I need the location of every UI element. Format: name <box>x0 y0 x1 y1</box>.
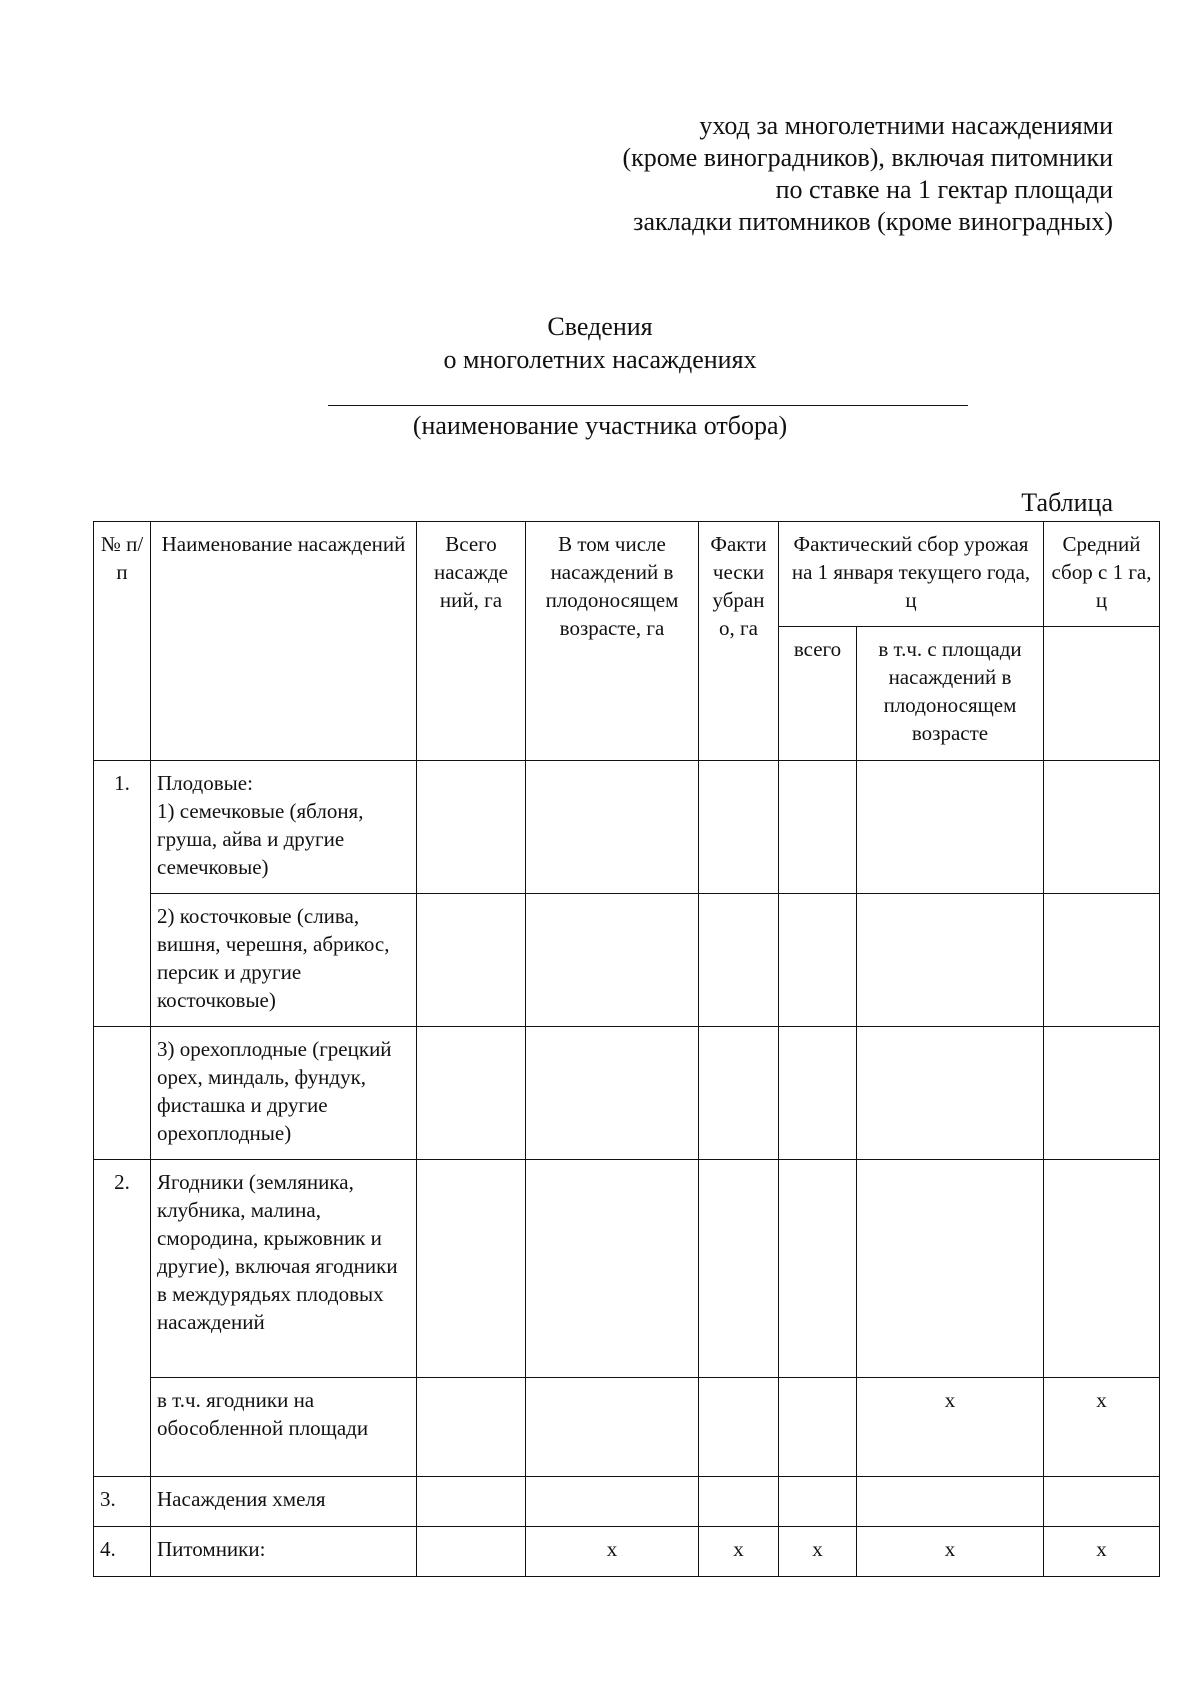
cell-avg <box>1044 894 1160 1027</box>
cell-fruiting <box>526 1160 699 1378</box>
cell-fruiting <box>526 1477 699 1527</box>
cell-harvest-all <box>779 1378 857 1477</box>
cell-total <box>417 1027 526 1160</box>
cell-harvest-all <box>779 1027 857 1160</box>
table-row <box>94 761 1160 894</box>
row-num: 2. <box>94 1160 151 1477</box>
header-harvested: Факти чески убран о, га <box>699 522 779 761</box>
header-harvest-all: всего <box>779 627 857 761</box>
row-name: Ягодники (земляника, клубника, малина, смородина, крыжовник и другие), включая ягодники в междурядьях плодовых насаждений <box>151 1160 417 1378</box>
cell-avg <box>1044 1027 1160 1160</box>
row-name-text: Плодовые: 1) семечковые (яблоня, груша, айва и другие семечковые) <box>157 771 364 879</box>
cell-total <box>417 761 526 894</box>
header-num: № п/п <box>94 522 151 761</box>
header-harvest-group: Фактический сбор урожая на 1 января текущего года, ц <box>779 522 1044 627</box>
header-line-2: (кроме виноградников), включая питомники <box>622 143 1113 172</box>
header-block <box>493 110 1113 238</box>
header-avg-sub <box>1044 627 1160 761</box>
cell-harvested <box>699 761 779 894</box>
header-line-4: закладки питомников (кроме виноградных) <box>633 207 1113 236</box>
cell-fruiting <box>526 894 699 1027</box>
cell-harvested: х <box>699 1527 779 1577</box>
cell-total <box>417 894 526 1027</box>
cell-total <box>417 1477 526 1527</box>
table-row <box>94 1477 1160 1527</box>
header-fruiting: В том числе насаждений в плодоносящем возрасте, га <box>526 522 699 761</box>
cell-harvest-fruiting <box>857 1477 1044 1527</box>
table-caption: Таблица <box>1021 488 1113 517</box>
cell-harvested <box>699 1160 779 1378</box>
header-avg: Средний сбор с 1 га, ц <box>1044 522 1160 627</box>
table-row <box>94 1160 1160 1378</box>
row-name: Питомники: <box>151 1527 417 1577</box>
title-line-2: о многолетних насаждениях <box>443 345 757 374</box>
cell-harvested <box>699 1027 779 1160</box>
row-name <box>151 761 417 894</box>
table-row <box>94 894 1160 1027</box>
row-num: 3. <box>94 1477 151 1527</box>
cell-harvest-all <box>779 1477 857 1527</box>
row-num <box>94 1027 151 1160</box>
cell-avg <box>1044 1477 1160 1527</box>
row-name: Насаждения хмеля <box>151 1477 417 1527</box>
row-num: 4. <box>94 1527 151 1577</box>
cell-harvest-all <box>779 894 857 1027</box>
cell-fruiting <box>526 761 699 894</box>
row-name: 3) орехоплодные (грецкий орех, миндаль, фундук, фисташка и другие орехоплодные) <box>151 1027 417 1160</box>
cell-avg: х <box>1044 1527 1160 1577</box>
cell-avg: х <box>1044 1378 1160 1477</box>
header-total: Всего насажде ний, га <box>417 522 526 761</box>
cell-harvest-fruiting <box>857 761 1044 894</box>
row-num: 1. <box>94 761 151 1027</box>
header-line-3: по ставке на 1 гектар площади <box>775 175 1113 204</box>
plantings-table <box>93 521 1160 1577</box>
cell-total <box>417 1378 526 1477</box>
header-name: Наименование насаждений <box>151 522 417 761</box>
cell-harvested <box>699 1378 779 1477</box>
cell-harvest-fruiting <box>857 1027 1044 1160</box>
cell-total <box>417 1527 526 1577</box>
row-name: 2) косточковые (слива, вишня, черешня, абрикос, персик и другие косточковые) <box>151 894 417 1027</box>
participant-name-caption: (наименование участника отбора) <box>412 411 788 440</box>
row-name: в т.ч. ягодники на обособленной площади <box>151 1378 417 1477</box>
cell-harvest-fruiting: х <box>857 1378 1044 1477</box>
table-row <box>94 1378 1160 1477</box>
header-harvest-fruiting: в т.ч. с площади насаждений в плодоносящем возрасте <box>857 627 1044 761</box>
cell-harvest-fruiting <box>857 894 1044 1027</box>
cell-harvest-all <box>779 761 857 894</box>
title-line-1: Сведения <box>547 312 653 341</box>
cell-fruiting <box>526 1378 699 1477</box>
cell-avg <box>1044 761 1160 894</box>
cell-harvest-all: х <box>779 1527 857 1577</box>
cell-harvested <box>699 894 779 1027</box>
header-line-1: уход за многолетними насаждениями <box>699 111 1113 140</box>
participant-name-line <box>328 405 968 406</box>
cell-harvest-fruiting: х <box>857 1527 1044 1577</box>
cell-fruiting: х <box>526 1527 699 1577</box>
cell-fruiting <box>526 1027 699 1160</box>
cell-total <box>417 1160 526 1378</box>
cell-harvest-fruiting <box>857 1160 1044 1378</box>
cell-harvested <box>699 1477 779 1527</box>
document-title <box>0 310 1200 376</box>
cell-harvest-all <box>779 1160 857 1378</box>
table-row <box>94 1027 1160 1160</box>
table-row <box>94 1527 1160 1577</box>
cell-avg <box>1044 1160 1160 1378</box>
